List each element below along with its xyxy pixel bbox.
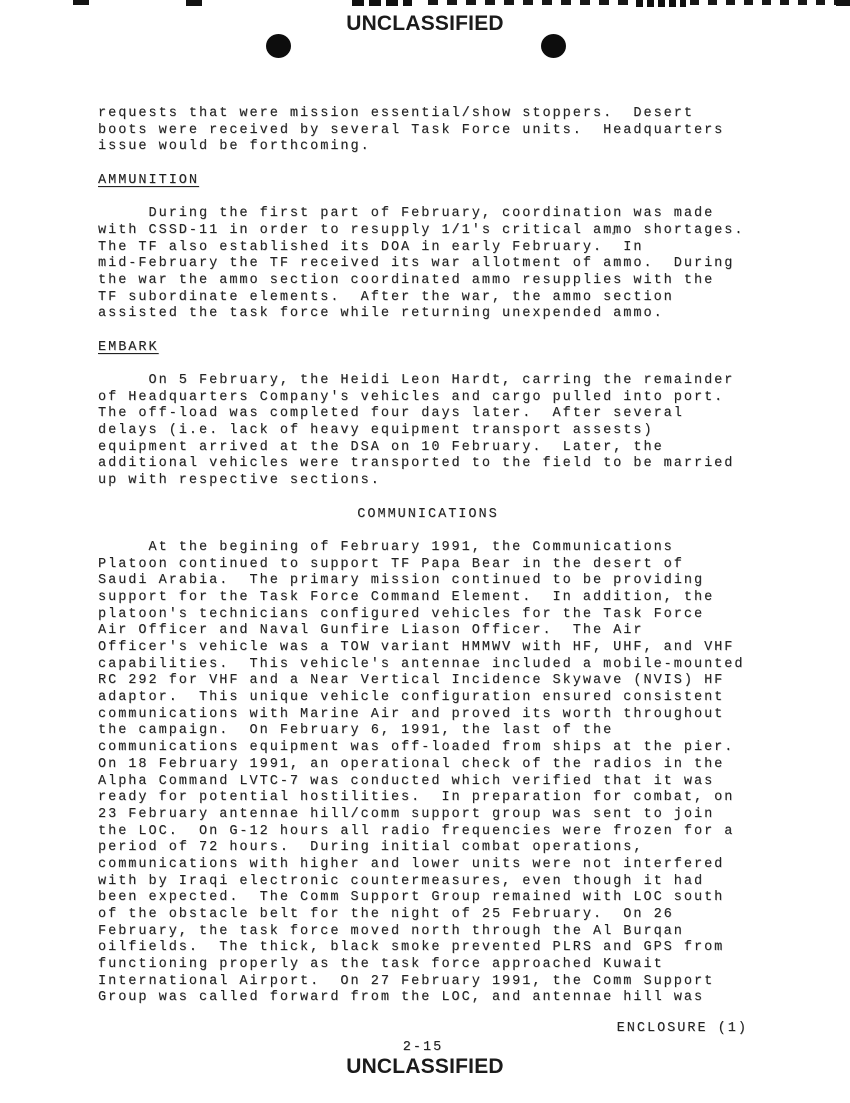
text-line: Alpha Command LVTC-7 was conducted which verified that it was bbox=[98, 773, 715, 789]
heading-text: COMMUNICATIONS bbox=[357, 506, 499, 522]
document-body bbox=[98, 106, 758, 1024]
text-line: The TF also established its DOA in early February. In bbox=[98, 239, 644, 255]
text-line: At the begining of February 1991, the Communications bbox=[98, 539, 674, 555]
text-line: up with respective sections. bbox=[98, 473, 381, 489]
scan-artifact bbox=[690, 0, 836, 5]
text-line: TF subordinate elements. After the war, the ammo section bbox=[98, 289, 674, 305]
scan-artifact bbox=[636, 0, 686, 7]
classification-banner-bottom: UNCLASSIFIED bbox=[346, 1055, 504, 1078]
text-line: ready for potential hostilities. In preparation for combat, on bbox=[98, 790, 735, 806]
text-line: On 5 February, the Heidi Leon Hardt, carring the remainder bbox=[98, 373, 735, 389]
text-line: with by Iraqi electronic countermeasures, even though it had bbox=[98, 873, 705, 889]
text-line: International Airport. On 27 February 1991, the Comm Support bbox=[98, 973, 715, 989]
page-number: 2-15 bbox=[402, 1040, 444, 1055]
scan-artifact bbox=[186, 0, 202, 6]
text-line: communications with higher and lower units were not interfered bbox=[98, 856, 725, 872]
text-line: of Headquarters Company's vehicles and cargo pulled into port. bbox=[98, 389, 725, 405]
text-line: mid-February the TF received its war allotment of ammo. During bbox=[98, 256, 735, 272]
text-line: Group was called forward from the LOC, and antennae hill was bbox=[98, 990, 705, 1006]
text-line: 23 February antennae hill/comm support group was sent to join bbox=[98, 806, 715, 822]
scan-artifact bbox=[428, 0, 634, 5]
text-line: communications with Marine Air and proved its worth throughout bbox=[98, 706, 725, 722]
classification-banner-top: UNCLASSIFIED bbox=[346, 12, 504, 35]
text-line: platoon's technicians configured vehicles for the Task Force bbox=[98, 606, 705, 622]
text-line: of the obstacle belt for the night of 25 February. On 26 bbox=[98, 907, 674, 923]
text-line: On 18 February 1991, an operational check of the radios in the bbox=[98, 756, 725, 772]
text-line: been expected. The Comm Support Group remained with LOC south bbox=[98, 890, 725, 906]
text-line: February, the task force moved north through the Al Burqan bbox=[98, 923, 684, 939]
text-line: boots were received by several Task Force units. Headquarters bbox=[98, 122, 725, 138]
paragraph-supply-continuation bbox=[98, 106, 758, 156]
text-line: delays (i.e. lack of heavy equipment transport assests) bbox=[98, 423, 654, 439]
text-line: communications equipment was off-loaded from ships at the pier. bbox=[98, 740, 735, 756]
text-line: requests that were mission essential/show stoppers. Desert bbox=[98, 106, 694, 121]
text-line: with CSSD-11 in order to resupply 1/1's critical ammo shortages. bbox=[98, 222, 745, 238]
text-line: Air Officer and Naval Gunfire Liason Officer. The Air bbox=[98, 623, 644, 639]
enclosure-label: ENCLOSURE (1) bbox=[616, 1021, 748, 1036]
text-line: period of 72 hours. During initial combat operations, bbox=[98, 840, 644, 856]
text-line: oilfields. The thick, black smoke prevented PLRS and GPS from bbox=[98, 940, 725, 956]
section-heading-ammunition bbox=[98, 173, 758, 190]
text-line: functioning properly as the task force approached Kuwait bbox=[98, 957, 664, 973]
text-line: During the first part of February, coordination was made bbox=[98, 206, 715, 222]
paragraph-communications-body bbox=[98, 540, 758, 1007]
section-heading-communications bbox=[98, 507, 758, 524]
text-line: support for the Task Force Command Element. In addition, the bbox=[98, 589, 715, 605]
text-line: the war the ammo section coordinated ammo resupplies with the bbox=[98, 272, 715, 288]
paragraph-embark-body bbox=[98, 373, 758, 490]
text-line: the LOC. On G-12 hours all radio frequencies were frozen for a bbox=[98, 823, 735, 839]
text-line: assisted the task force while returning unexpended ammo. bbox=[98, 306, 664, 322]
text-line: RC 292 for VHF and a Near Vertical Incidence Skywave (NVIS) HF bbox=[98, 673, 725, 689]
scan-artifact bbox=[73, 0, 89, 5]
section-heading-embark bbox=[98, 340, 758, 357]
text-line: equipment arrived at the DSA on 10 February. Later, the bbox=[98, 439, 664, 455]
text-line: Saudi Arabia. The primary mission continued to be providing bbox=[98, 573, 705, 589]
hole-punch-mark-left bbox=[266, 34, 291, 58]
heading-text: AMMUNITION bbox=[98, 172, 200, 188]
paragraph-ammunition-body bbox=[98, 206, 758, 323]
text-line: adaptor. This unique vehicle configuration ensured consistent bbox=[98, 690, 725, 706]
hole-punch-mark-right bbox=[541, 34, 566, 58]
text-line: additional vehicles were transported to the field to be married bbox=[98, 456, 735, 472]
text-line: Officer's vehicle was a TOW variant HMMWV with HF, UHF, and VHF bbox=[98, 640, 735, 656]
text-line: Platoon continued to support TF Papa Bear in the desert of bbox=[98, 556, 684, 572]
scan-artifact bbox=[836, 0, 850, 6]
text-line: issue would be forthcoming. bbox=[98, 139, 371, 155]
heading-text: EMBARK bbox=[98, 339, 159, 355]
text-line: The off-load was completed four days later. After several bbox=[98, 406, 684, 422]
scan-artifact bbox=[352, 0, 412, 6]
text-line: the campaign. On February 6, 1991, the last of the bbox=[98, 723, 614, 739]
text-line: capabilities. This vehicle's antennae included a mobile-mounted bbox=[98, 656, 745, 672]
